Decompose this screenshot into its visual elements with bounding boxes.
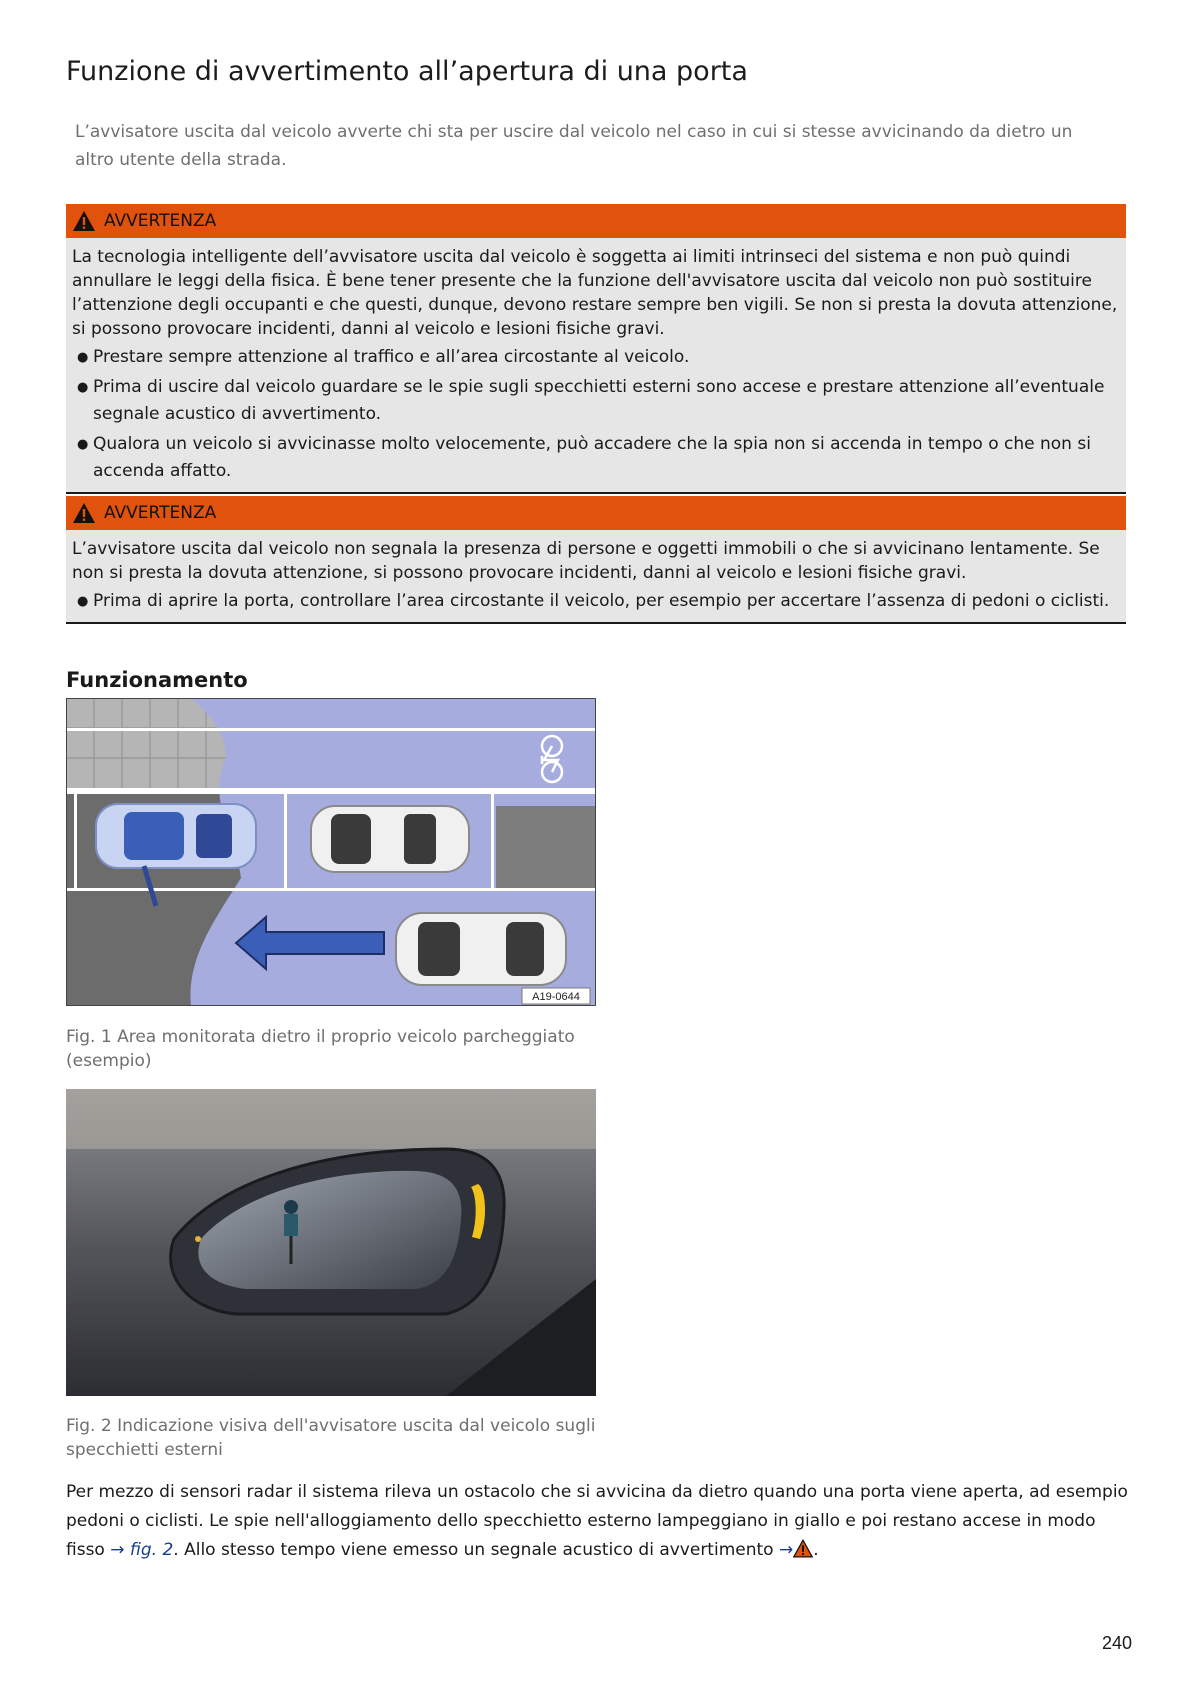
warning-triangle-icon[interactable] [793, 1539, 813, 1558]
warning-triangle-icon [72, 502, 96, 524]
warning-bullet: ● Prima di uscire dal veicolo guardare se le spie sugli specchietti esterni sono accese e prestare attenzione all’eventuale segnale acustico di avvertimento. [72, 374, 1120, 428]
warning-box-1 [66, 204, 1126, 494]
body-text: Per mezzo di sensori radar il sistema rileva un ostacolo che si avvicina da dietro quando una porta viene aperta, ad esempio pedoni o ciclisti. Le spie nell'alloggiamento dello specchietto esterno lampeggiano in giallo e poi restano accese in modo fisso [66, 1482, 1128, 1560]
parked-car [311, 806, 469, 872]
warning-box-2 [66, 496, 1126, 624]
warning-bullet: ● Prima di aprire la porta, controllare l’area circostante il veicolo, per esempio per accertare l’assenza di pedoni o ciclisti. [72, 588, 1120, 615]
figure-2-photo [66, 1089, 596, 1396]
intro-text: L’avvisatore uscita dal veicolo avverte chi sta per uscire dal veicolo nel caso in cui si stesse avvicinando da dietro un altro utente della strada. [75, 122, 1073, 170]
warning-header [66, 496, 1126, 530]
section-heading: Funzionamento [66, 668, 248, 692]
warning-label: AVVERTENZA [104, 211, 217, 231]
approaching-car [396, 913, 566, 985]
figure-1-illustration [66, 698, 596, 1006]
figure-link[interactable]: → fig. 2 [110, 1540, 174, 1560]
figure-1-caption: Fig. 1 Area monitorata dietro il proprio veicolo parcheggiato (esempio) [66, 1027, 575, 1071]
warning-label: AVVERTENZA [104, 503, 217, 523]
warning-link-arrow[interactable]: → [778, 1540, 794, 1560]
figure-2-caption: Fig. 2 Indicazione visiva dell'avvisatore uscita dal veicolo sugli specchietti esterni [66, 1416, 596, 1460]
page-number: 240 [1102, 1633, 1133, 1653]
figure-1-code: A19-0644 [532, 991, 580, 1003]
warning-text: L’avvisatore uscita dal veicolo non segnala la presenza di persone e oggetti immobili o che si avvicinano lentamente. Se non si presta la dovuta attenzione, si possono provocare incidenti, danni al veicolo e lesioni fisiche gravi. [72, 539, 1100, 583]
body-text: . [813, 1540, 819, 1560]
page-title: Funzione di avvertimento all’apertura di una porta [66, 56, 748, 87]
warning-triangle-icon [72, 210, 96, 232]
warning-bullet: ● Prestare sempre attenzione al traffico e all’area circostante al veicolo. [72, 344, 1120, 371]
body-text: . Allo stesso tempo viene emesso un segnale acustico di avvertimento [173, 1540, 779, 1560]
warning-text: La tecnologia intelligente dell’avvisatore uscita dal veicolo è soggetta ai limiti intrinseci del sistema e non può quindi annullare le leggi della fisica. È bene tener presente che la funzione dell'avvisatore uscita dal veicolo non può sostituire l’attenzione degli occupanti e che questi, dunque, devono restare sempre ben vigili. Se non si presta la dovuta attenzione, si possono provocare incidenti, danni al veicolo e lesioni fisiche gravi. [72, 247, 1118, 339]
warning-header [66, 204, 1126, 238]
warning-bullet: ● Qualora un veicolo si avvicinasse molto velocemente, può accadere che la spia non si accenda in tempo o che non si accenda affatto. [72, 431, 1120, 485]
body-paragraph [66, 1478, 1136, 1565]
